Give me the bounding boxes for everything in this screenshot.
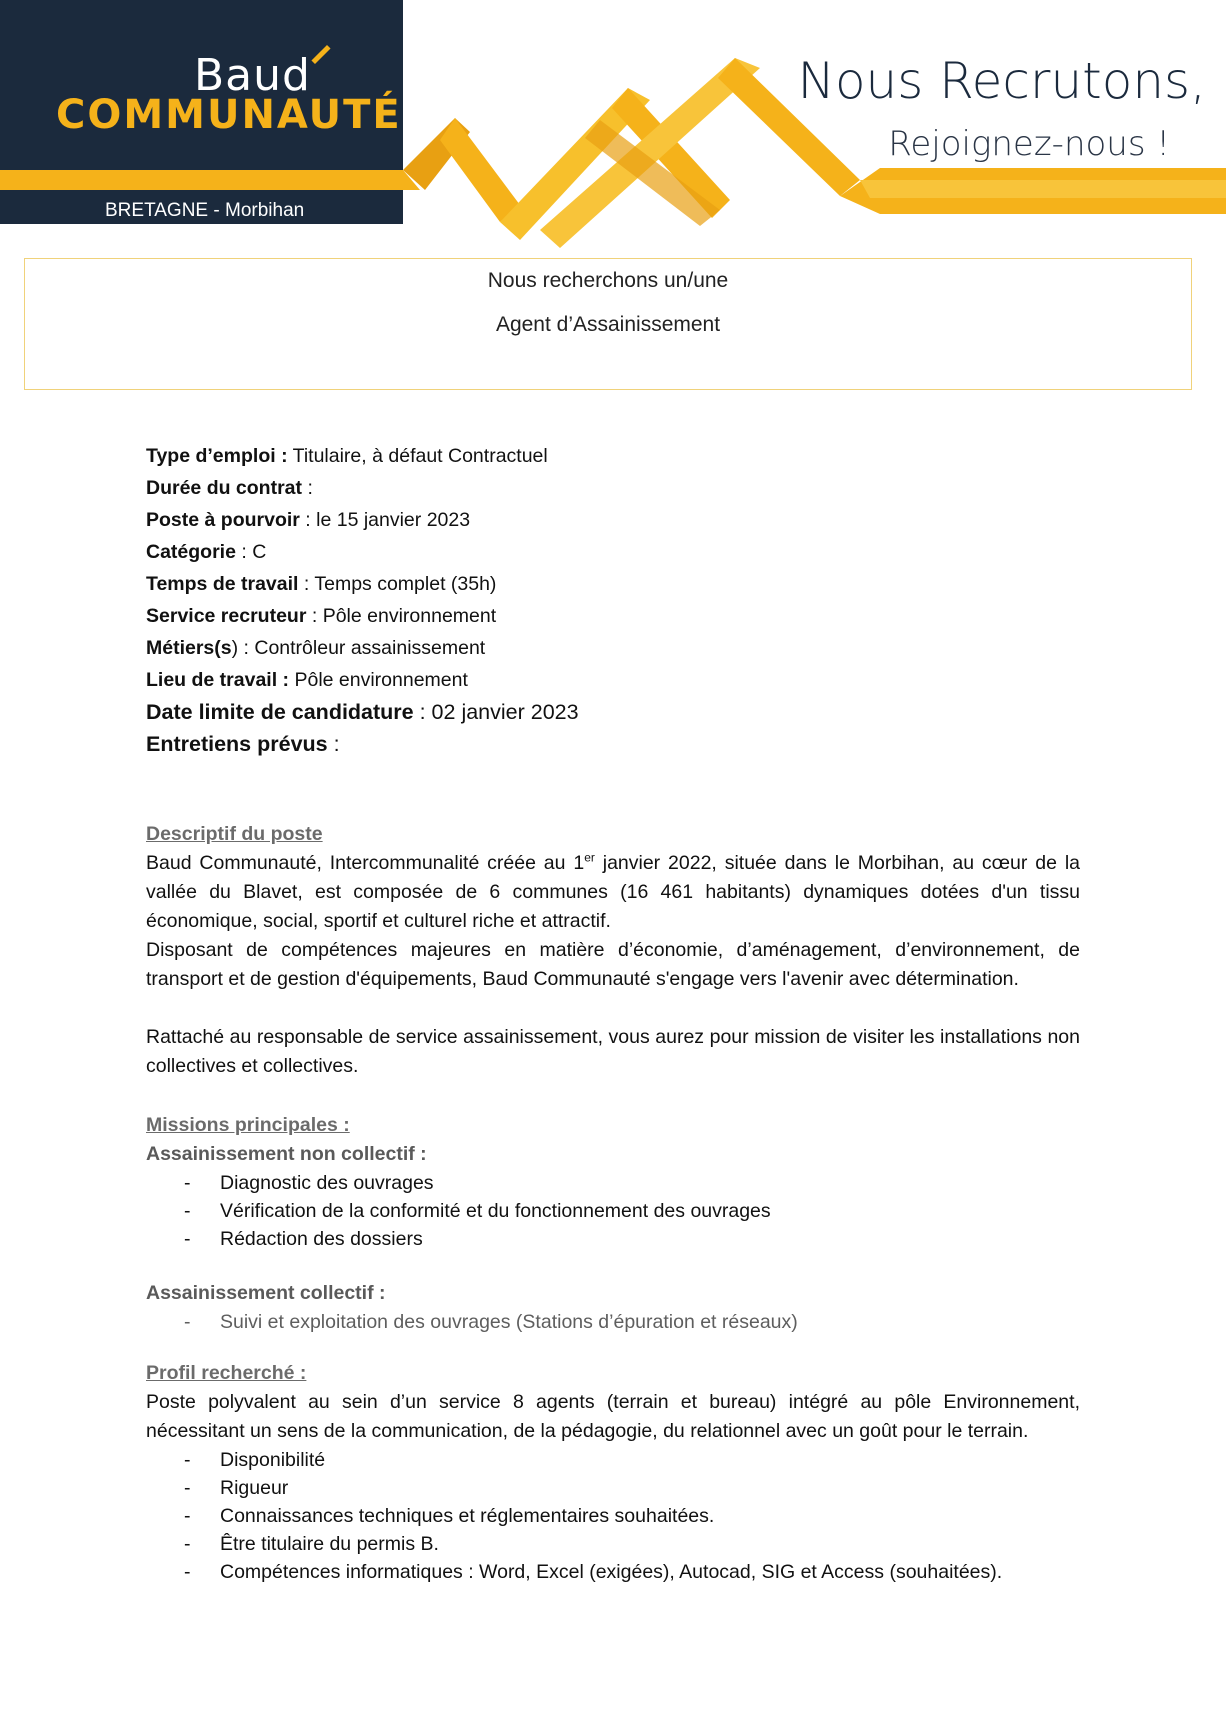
missions-section [146,1111,1080,1336]
logo-text-communaute: COMMUNAUTÉ [56,92,402,138]
info-date-limite: Date limite de candidature : 02 janvier 2023 [146,700,579,724]
recruiting-headline [798,52,1206,164]
profile-intro: Poste polyvalent au sein d’un service 8 agents (terrain et bureau) intégré au pôle Environnement, nécessitant un sens de la communication, de la pédagogie, du relationnel avec un goût pour le terrain. [146,1391,1080,1442]
logo-text-baud: Baud [194,50,311,101]
ac-list [146,1308,1080,1336]
list-item: - Disponibilité [184,1449,326,1471]
region-label: BRETAGNE - Morbihan [105,200,305,221]
info-type-emploi: Type d’emploi : Titulaire, à défaut Contractuel [146,445,548,467]
title-intro: Nous recherchons un/une [487,269,729,292]
list-item: - Compétences informatiques : Word, Excel (exigées), Autocad, SIG et Access (souhaitées). [184,1561,1003,1583]
info-lieu-travail: Lieu de travail : Pôle environnement [146,669,468,691]
list-item: - Connaissances techniques et réglementaires souhaitées. [184,1505,715,1527]
list-item: - Diagnostic des ouvrages [184,1172,434,1194]
profile-section [146,1359,1080,1586]
info-temps-travail: Temps de travail : Temps complet (35h) [146,573,497,595]
info-poste-pourvoir: Poste à pourvoir : le 15 janvier 2023 [146,509,471,531]
anc-list [146,1169,1080,1253]
description-paragraph-2: Disposant de compétences majeures en matière d’économie, d’aménagement, d’environnement, de transport et de gestion d'équipements, Baud Communauté s'engage vers l'avenir avec détermination. [146,939,1080,990]
header-banner [0,0,1226,250]
profile-title: Profil recherché : [146,1362,307,1384]
description-paragraph-1: Baud Communauté, Intercommunalité créée au 1er janvier 2022, située dans le Morbihan, au cœur de la vallée du Blavet, est composée de 6 communes (16 461 habitants) dynamiques dotées d'un tissu économique, social, sportif et culturel riche et attractif. [146,850,1080,932]
list-item: - Vérification de la conformité et du fonctionnement des ouvrages [184,1200,771,1222]
job-info-list [146,440,1080,760]
profile-list [146,1446,1080,1586]
list-item: - Rigueur [184,1477,289,1499]
subheadline-text: Rejoignez-nous ! [888,124,1170,164]
headline-text: Nous Recrutons, [797,52,1206,110]
list-item: - Suivi et exploitation des ouvrages (Stations d’épuration et réseaux) [184,1311,798,1333]
ac-title: Assainissement collectif : [146,1282,386,1304]
list-item: - Être titulaire du permis B. [184,1533,439,1555]
info-categorie: Catégorie : C [146,541,267,563]
job-title: Agent d’Assainissement [495,313,721,336]
missions-title: Missions principales : [146,1114,350,1136]
info-duree-contrat: Durée du contrat : [146,477,313,499]
info-service-recruteur: Service recruteur : Pôle environnement [146,605,497,627]
info-entretiens: Entretiens prévus : [146,732,340,756]
description-title: Descriptif du poste [146,823,323,845]
info-metiers: Métiers(s) : Contrôleur assainissement [146,637,486,659]
anc-title: Assainissement non collectif : [146,1143,427,1165]
description-section [146,820,1080,1081]
description-paragraph-3: Rattaché au responsable de service assainissement, vous aurez pour mission de visiter les installations non collectives et collectives. [146,1026,1080,1077]
list-item: - Rédaction des dossiers [184,1228,423,1250]
job-title-box [24,258,1192,390]
